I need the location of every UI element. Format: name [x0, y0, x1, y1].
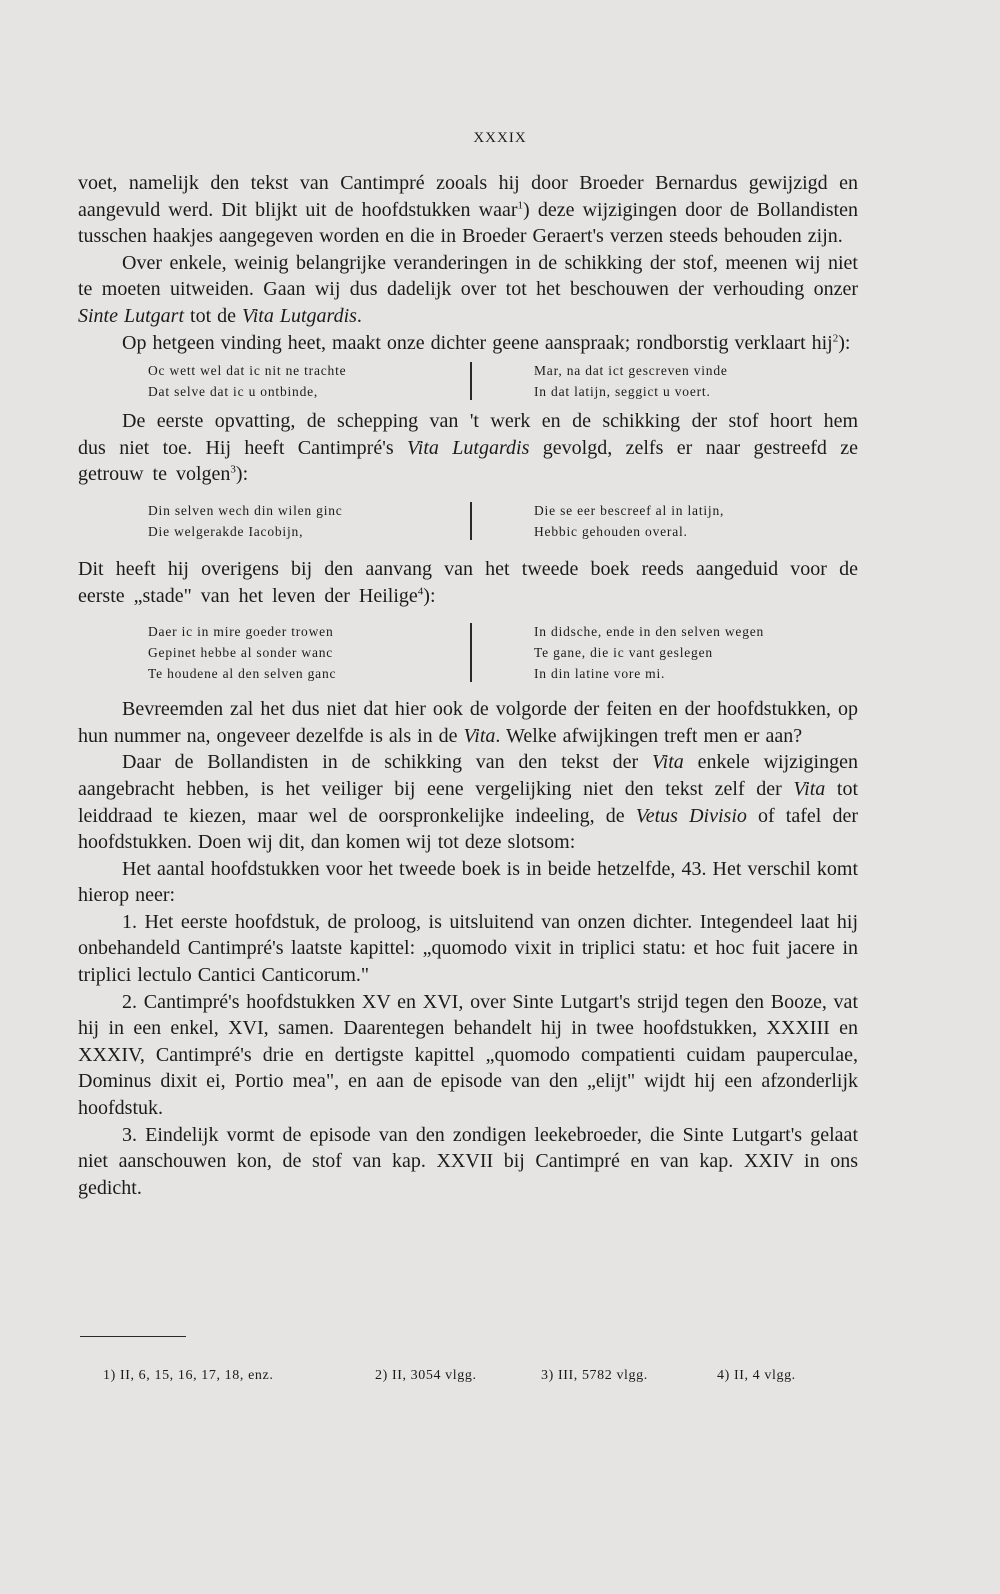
paragraph-9: 1. Het eerste hoofdstuk, de proloog, is uitsluitend van onzen dichter. Integendeel laat hij onbehandeld Cantimpré's laatste kapittel: „quomodo vixit in triplici statu: et hoc fuit jacere in triplici lectulo Cantici Canticorum." — [78, 910, 858, 987]
verse-line: Daer ic in mire goeder trowen — [148, 624, 334, 640]
footnote-rule — [80, 1336, 186, 1337]
verse-line: Din selven wech din wilen ginc — [148, 502, 343, 518]
verse-line: Te houdene al den selven ganc — [148, 666, 337, 682]
paragraph-10: 2. Cantimpré's hoofdstukken XV en XVI, over Sinte Lutgart's strijd tegen den Booze, vat hij in een enkel, XVI, samen. Daarentegen behandelt hij in twee hoofdstukken, XXXIII en XXXIV, Cantimpré's drie en dertigste kapittel „quomodo compatienti cuidam pauperculae, Dominus dixit ei, Portio mea", en aan de episode van den „elijt" wijdt hij een afzonderlijk hoofdstuk. — [78, 990, 858, 1120]
verse-right-column — [534, 500, 852, 542]
verse-quote-3 — [148, 621, 858, 684]
paragraph-2: Over enkele, weinig belangrijke veranderingen in de schikking der stof, meenen wij niet te moeten uitweiden. Gaan wij dus dadelijk over tot het beschouwen der verhouding onzer Sinte Lutgart tot de Vita Lutgardis. — [78, 251, 858, 327]
verse-divider — [470, 362, 472, 400]
paragraph-5: Dit heeft hij overigens bij den aanvang van het tweede boek reeds aangeduid voor de eerste „stade" van het leven der Heilige$^4$): — [78, 557, 858, 607]
verse-left-column — [148, 360, 466, 402]
verse-line: Te gane, die ic vant geslegen — [534, 645, 713, 661]
paragraph-8: Het aantal hoofdstukken voor het tweede boek is in beide hetzelfde, 43. Het verschil komt hierop neer: — [78, 857, 858, 907]
verse-line: In dat latijn, seggict u voert. — [534, 384, 711, 400]
footnote-2: 2) II, 3054 vlgg. — [375, 1368, 477, 1383]
footnote-1: 1) II, 6, 15, 16, 17, 18, enz. — [103, 1368, 274, 1383]
verse-right-column — [534, 621, 852, 684]
paragraph-6: Bevreemden zal het dus niet dat hier ook de volgorde der feiten en der hoofdstukken, op hun nummer na, ongeveer dezelfde is als in de Vita. Welke afwijkingen treft men er aan? — [78, 698, 858, 747]
body-text — [78, 170, 858, 1201]
paragraph-3: Op hetgeen vinding heet, maakt onze dichter geene aanspraak; rondborstig verklaart hij$^2$): — [122, 331, 851, 354]
verse-line: Gepinet hebbe al sonder wanc — [148, 645, 334, 661]
verse-line: Dat selve dat ic u ontbinde, — [148, 384, 319, 400]
verse-line: Die welgerakde Iacobijn, — [148, 523, 304, 539]
verse-line: Die se eer bescreef al in latijn, — [534, 502, 725, 518]
paragraph-11: 3. Eindelijk vormt de episode van den zondigen leekebroeder, die Sinte Lutgart's gelaat niet aanschouwen kon, de stof van kap. XXVII bij Cantimpré en van kap. XXIV in ons gedicht. — [78, 1123, 858, 1199]
verse-left-column — [148, 621, 466, 684]
verse-divider — [470, 502, 472, 540]
verse-divider — [470, 623, 472, 682]
paragraph-7: Daar de Bollandisten in de schikking van den tekst der Vita enkele wijzigingen aangebracht hebben, is het veiliger bij eene vergelijking niet den tekst zelf der Vita tot leiddraad te kiezen, maar wel de oorspronkelijke indeeling, de Vetus Divisio of tafel der hoofdstukken. Doen wij dit, dan komen wij tot deze slotsom: — [78, 751, 858, 854]
paragraph-1: voet, namelijk den tekst van Cantimpré zooals hij door Broeder Bernardus gewijzigd en aangevuld werd. Dit blijkt uit de hoofdstukken waar$^1$) deze wijzigingen door de Bollandisten tusschen haakjes aangegeven worden en die in Broeder Geraert's verzen steeds behouden zijn. — [78, 172, 858, 248]
verse-line: In didsche, ende in den selven wegen — [534, 624, 765, 640]
verse-line: Oc wett wel dat ic nit ne trachte — [148, 363, 347, 379]
verse-right-column — [534, 360, 852, 402]
footnotes — [103, 1368, 843, 1384]
verse-left-column — [148, 500, 466, 542]
paragraph-4: De eerste opvatting, de schepping van 't werk en de schikking der stof hoort hem dus niet toe. Hij heeft Cantimpré's Vita Lutgardis gevolgd, zelfs er naar gestreefd ze getrouw te volgen$^3$): — [78, 410, 859, 486]
verse-quote-1 — [148, 360, 858, 402]
footnote-3: 3) III, 5782 vlgg. — [541, 1368, 648, 1383]
page-number: XXXIX — [473, 130, 527, 146]
footnote-4: 4) II, 4 vlgg. — [717, 1368, 796, 1383]
verse-quote-2 — [148, 500, 858, 542]
verse-line: Hebbic gehouden overal. — [534, 523, 688, 539]
verse-line: In din latine vore mi. — [534, 666, 666, 682]
verse-line: Mar, na dat ict gescreven vinde — [534, 363, 728, 379]
